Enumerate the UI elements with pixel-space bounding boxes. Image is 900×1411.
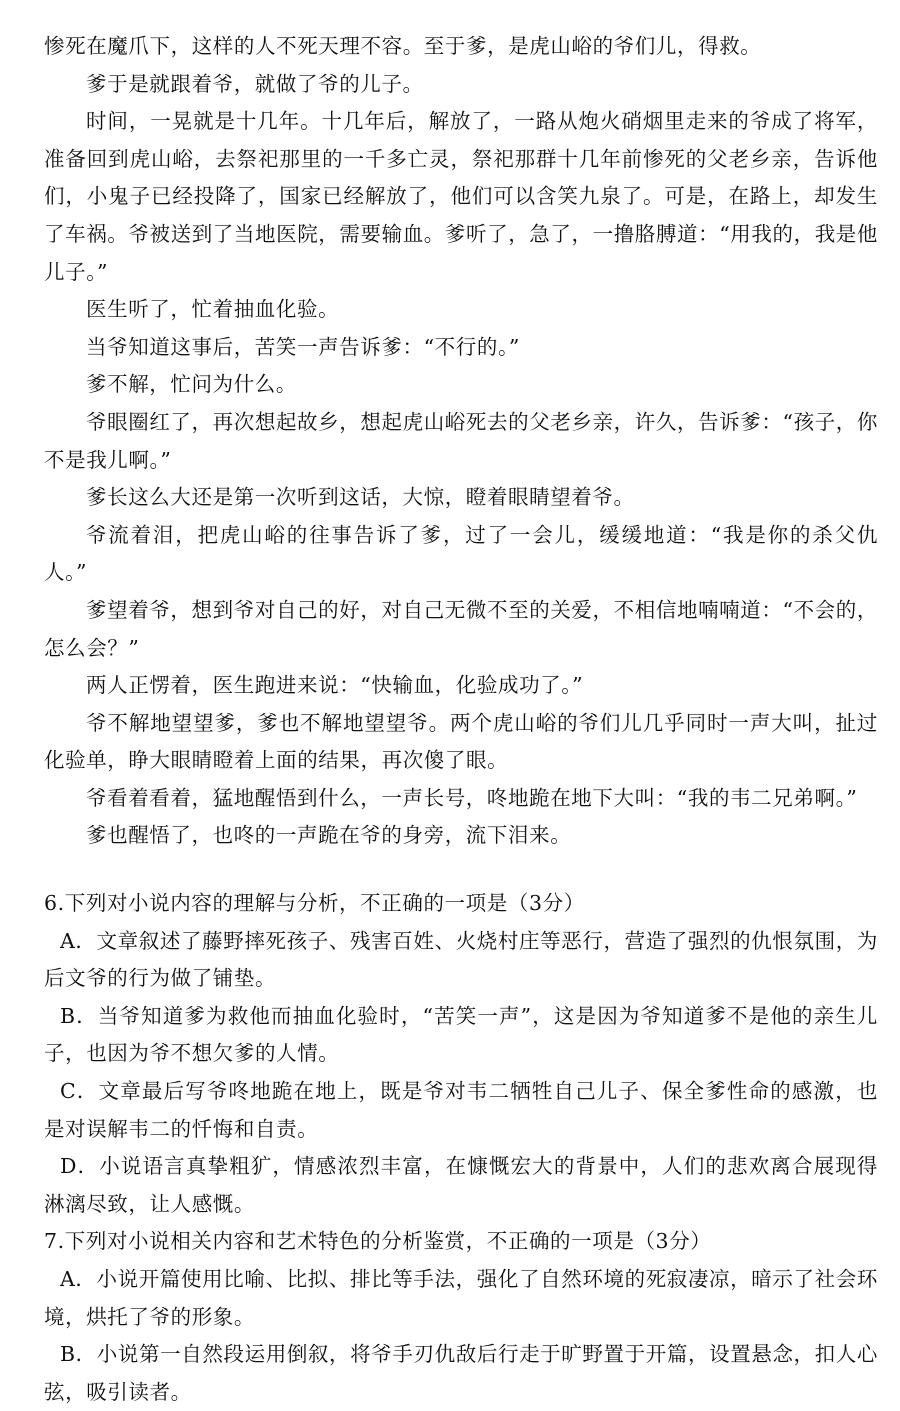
passage-paragraph-14: 爹也醒悟了，也咚的一声跪在爷的身旁，流下泪来。 (86, 823, 572, 848)
question-7-stem: 7.下列对小说相关内容和艺术特色的分析鉴赏，不正确的一项是（3分） (44, 1229, 712, 1254)
passage-paragraph-4: 医生听了，忙着抽血化验。 (86, 297, 340, 322)
story-passage (44, 28, 878, 855)
question-6-option-c: C．文章最后写爷咚地跪在地上，既是爷对韦二牺牲自己儿子、保全爹性命的感激，也是对误解韦二的忏悔和自责。 (44, 1079, 878, 1141)
question-6 (44, 885, 878, 1223)
passage-paragraph-3: 时间，一晃就是十几年。十几年后，解放了，一路从炮火硝烟里走来的爷成了将军，准备回到虎山峪，去祭祀那里的一千多亡灵，祭祀那群十几年前惨死的父老乡亲，告诉他们，小鬼子已经投降了，国家已经解放了，他们可以含笑九泉了。可是，在路上，却发生了车祸。爷被送到了当地医院，需要输血。爹听了，急了，一撸胳膊道：“用我的，我是他儿子。” (44, 109, 878, 284)
section-spacer (44, 855, 878, 885)
passage-paragraph-5: 当爷知道这事后，苦笑一声告诉爹：“不行的。” (86, 334, 520, 359)
passage-paragraph-12: 爷不解地望望爹，爹也不解地望望爷。两个虎山峪的爷们儿几乎同时一声大叫，扯过化验单，睁大眼睛瞪着上面的结果，再次傻了眼。 (44, 710, 878, 773)
question-6-option-d: D．小说语言真挚粗犷，情感浓烈丰富，在慷慨宏大的背景中，人们的悲欢离合展现得淋漓尽致，让人感慨。 (44, 1154, 878, 1216)
passage-paragraph-9: 爷流着泪，把虎山峪的往事告诉了爹，过了一会儿，缓缓地道：“我是你的杀父仇人。” (44, 522, 878, 585)
question-7-option-a: A．小说开篇使用比喻、比拟、排比等手法，强化了自然环境的死寂凄凉，暗示了社会环境，烘托了爷的形象。 (44, 1267, 878, 1329)
document-page (44, 28, 878, 1411)
passage-paragraph-1: 惨死在魔爪下，这样的人不死天理不容。至于爹，是虎山峪的爷们儿，得救。 (44, 34, 762, 58)
question-6-option-b: B．当爷知道爹为救他而抽血化验时，“苦笑一声”，这是因为爷知道爹不是他的亲生儿子，也因为爷不想欠爹的人情。 (44, 1003, 878, 1066)
passage-paragraph-11: 两人正愣着，医生跑进来说：“快输血，化验成功了。” (86, 673, 584, 698)
passage-paragraph-13: 爷看着看着，猛地醒悟到什么，一声长号，咚地跪在地下大叫：“我的韦二兄弟啊。” (86, 785, 858, 810)
passage-paragraph-10: 爹望着爷，想到爷对自己的好，对自己无微不至的关爱，不相信地喃喃道：“不会的，怎么会？” (44, 597, 878, 660)
passage-paragraph-2: 爹于是就跟着爷，就做了爷的儿子。 (86, 71, 424, 96)
passage-paragraph-8: 爹长这么大还是第一次听到这话，大惊，瞪着眼睛望着爷。 (86, 485, 635, 510)
passage-paragraph-6: 爹不解，忙问为什么。 (86, 372, 297, 397)
question-6-stem: 6.下列对小说内容的理解与分析，不正确的一项是（3分） (44, 891, 585, 916)
question-7-option-b: B．小说第一自然段运用倒叙，将爷手刃仇敌后行走于旷野置于开篇，设置悬念，扣人心弦，吸引读者。 (44, 1342, 878, 1404)
question-7 (44, 1223, 878, 1411)
question-6-option-a: A．文章叙述了藤野摔死孩子、残害百姓、火烧村庄等恶行，营造了强烈的仇恨氛围，为后文爷的行为做了铺垫。 (44, 928, 878, 991)
passage-paragraph-7: 爷眼圈红了，再次想起故乡，想起虎山峪死去的父老乡亲，许久，告诉爹：“孩子，你不是我儿啊。” (44, 409, 878, 472)
